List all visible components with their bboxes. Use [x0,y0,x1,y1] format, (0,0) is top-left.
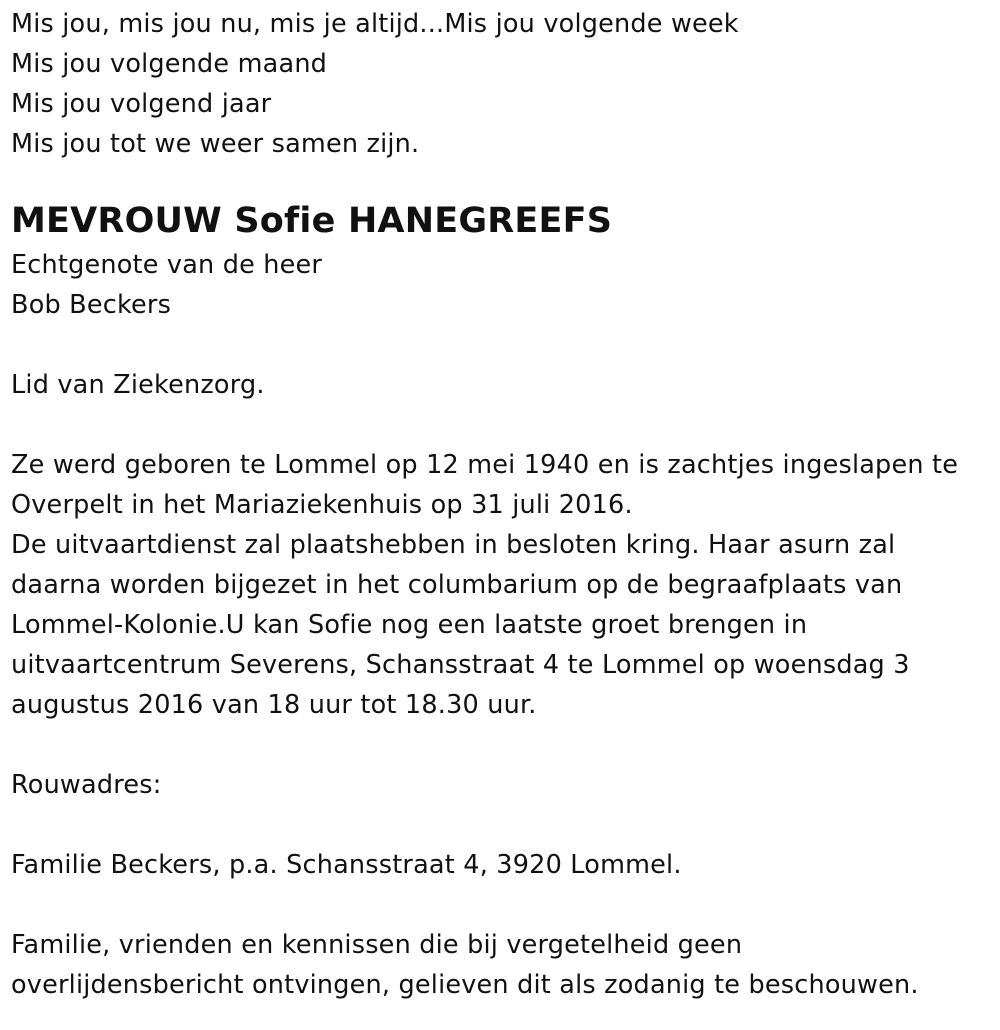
deceased-name-title: MEVROUW Sofie HANEGREEFS [11,201,613,241]
closing-line: overlijdensbericht ontvingen, gelieven dit als zodanig te beschouwen. [11,970,919,1000]
membership-text: Lid van Ziekenzorg. [11,370,265,400]
body-line: Lommel-Kolonie.U kan Sofie nog een laatste groet brengen in [11,610,808,640]
body-line: De uitvaartdienst zal plaatshebben in besloten kring. Haar asurn zal [11,530,896,560]
spacer [11,885,986,925]
body-line: Overpelt in het Mariaziekenhuis op 31 juli 2016. [11,490,633,520]
spouse-line: Echtgenote van de heer [11,250,323,280]
body-line: daarna worden bijgezet in het columbarium op de begraafplaats van [11,570,903,600]
poem-section [11,4,986,164]
obituary-document [11,4,986,1005]
mourning-address: Familie Beckers, p.a. Schansstraat 4, 3920 Lommel. [11,850,682,880]
closing-section [11,925,986,1005]
poem-line: Mis jou volgende maand [11,49,328,79]
body-line: uitvaartcentrum Severens, Schansstraat 4 te Lommel op woensdag 3 [11,650,910,680]
spacer [11,325,986,365]
announcement-body [11,445,986,725]
spacer [11,805,986,845]
closing-line: Familie, vrienden en kennissen die bij vergetelheid geen [11,930,743,960]
spacer [11,405,986,445]
poem-line: Mis jou, mis jou nu, mis je altijd...Mis jou volgende week [11,9,739,39]
spouse-name: Bob Beckers [11,290,172,320]
spacer [11,725,986,765]
body-line: Ze werd geboren te Lommel op 12 mei 1940 en is zachtjes ingeslapen te [11,450,959,480]
body-line: augustus 2016 van 18 uur tot 18.30 uur. [11,690,537,720]
spouse-section [11,245,986,325]
poem-line: Mis jou tot we weer samen zijn. [11,129,420,159]
poem-line: Mis jou volgend jaar [11,89,272,119]
mourning-address-label: Rouwadres: [11,770,162,800]
